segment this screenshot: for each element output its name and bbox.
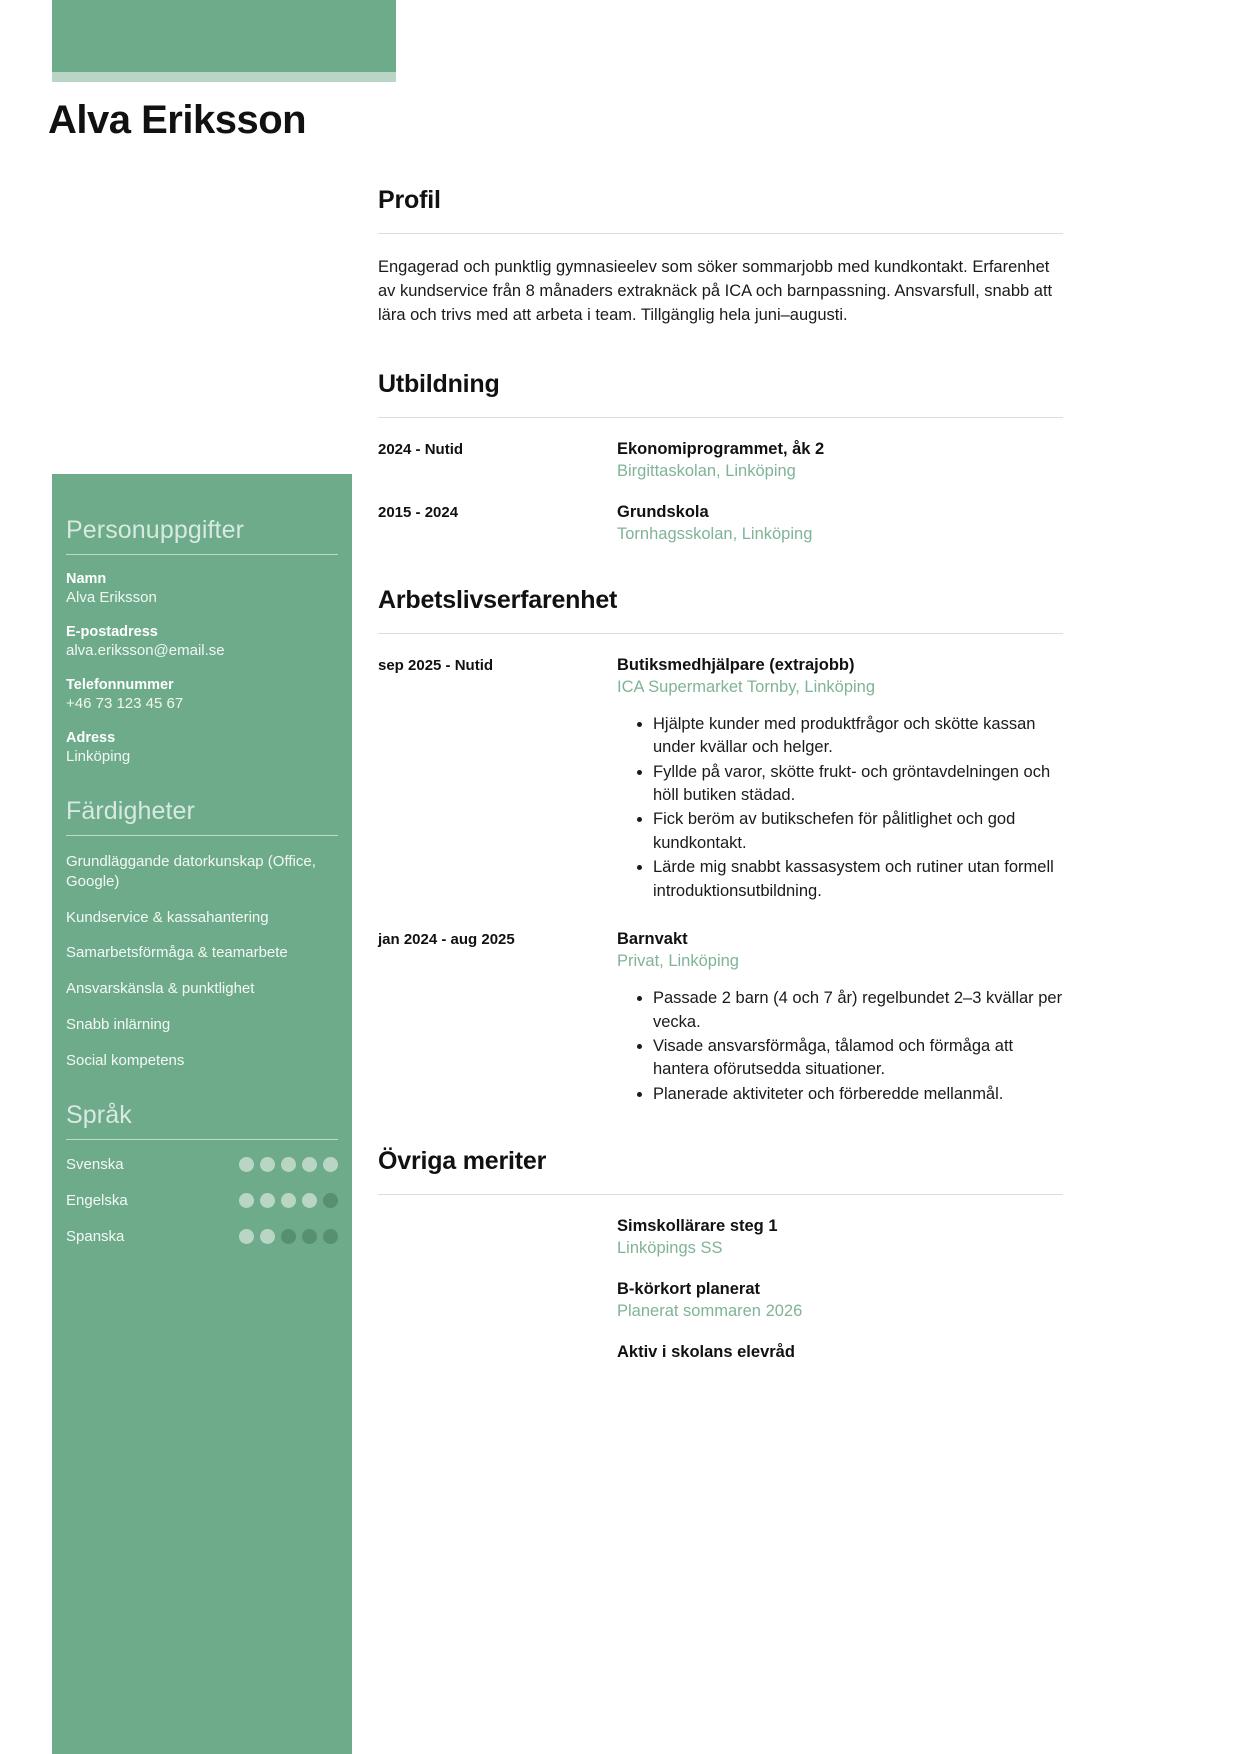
level-dot-filled: [302, 1193, 317, 1208]
bullet-item: • Lärde mig snabbt kassasystem och rutiner utan formell introduktionsutbildning.: [653, 856, 1063, 903]
sidebar-heading-skills: Färdigheter: [66, 797, 195, 825]
contact-item-name: [66, 571, 338, 606]
entry-title: Barnvakt: [617, 930, 688, 949]
language-level-dots: [239, 1229, 338, 1244]
section-heading-profile: Profil: [378, 186, 441, 214]
language-row: [66, 1228, 338, 1245]
level-dot-filled: [281, 1193, 296, 1208]
entry-date: 2015 - 2024: [378, 503, 459, 521]
divider: [378, 417, 1063, 418]
sidebar-section-skills: [66, 783, 338, 1071]
sidebar-section-languages: [66, 1087, 338, 1245]
bullet-item: • Fyllde på varor, skötte frukt- och gröntavdelningen och höll butiken städad.: [653, 761, 1063, 808]
divider: [378, 233, 1063, 234]
header-accent-underline: [52, 72, 396, 82]
page-title: Alva Eriksson: [48, 98, 307, 142]
entry-title: B-körkort planerat: [617, 1280, 761, 1299]
spacer: [378, 1343, 617, 1362]
level-dot-empty: [323, 1193, 338, 1208]
merit-entry: [378, 1217, 1063, 1258]
level-dot-filled: [239, 1193, 254, 1208]
level-dot-filled: [239, 1157, 254, 1172]
section-education: [378, 370, 1063, 544]
entry-subtitle: Planerat sommaren 2026: [617, 1302, 803, 1321]
level-dot-filled: [302, 1157, 317, 1172]
sidebar-section-personal: [66, 502, 338, 765]
main-content: [378, 186, 1063, 1362]
section-heading-education: Utbildning: [378, 369, 500, 398]
bullet-item: • Hjälpte kunder med produktfrågor och skötte kassan under kvällar och helger.: [653, 713, 1063, 760]
entry-title: Aktiv i skolans elevråd: [617, 1343, 795, 1362]
entry-body: [617, 1217, 1063, 1258]
language-level-dots: [239, 1157, 338, 1172]
contact-item-address: [66, 730, 338, 765]
profile-text: Engagerad och punktlig gymnasieelev som söker sommarjobb med kundkontakt. Erfarenhet av kundservice från 8 månaders extraknäck på ICA och barnpassning. Ansvarsfull, snabb att lära och trivs med att arbeta i team. Tillgänglig hela juni–augusti.: [378, 258, 1053, 324]
contact-label: Namn: [66, 571, 107, 587]
divider: [378, 1194, 1063, 1195]
divider: [378, 633, 1063, 634]
section-profile: [378, 186, 1063, 328]
entry-body: [617, 1343, 1063, 1362]
bullet-item: • Passade 2 barn (4 och 7 år) regelbundet 2–3 kvällar per vecka.: [653, 987, 1063, 1034]
section-other-merits: [378, 1147, 1063, 1362]
level-dot-filled: [281, 1157, 296, 1172]
contact-value: alva.eriksson@email.se: [66, 642, 225, 659]
skill-item: Samarbetsförmåga & teamarbete: [66, 944, 288, 962]
entry-subtitle: ICA Supermarket Tornby, Linköping: [617, 677, 876, 696]
entry-title: Simskollärare steg 1: [617, 1217, 778, 1236]
bullet-item: • Planerade aktiviteter och förberedde mellanmål.: [653, 1083, 1063, 1106]
education-entry: [378, 440, 1063, 481]
entry-date: jan 2024 - aug 2025: [378, 931, 515, 949]
sidebar-heading-personal: Personuppgifter: [66, 516, 245, 544]
contact-value: Linköping: [66, 748, 131, 765]
contact-item-email: [66, 624, 338, 659]
sidebar: [52, 474, 352, 1754]
entry-body: [617, 656, 1063, 904]
merit-entry: [378, 1280, 1063, 1321]
merit-entry: [378, 1343, 1063, 1362]
entry-bullets: [617, 713, 1063, 903]
divider: [66, 1139, 338, 1140]
entry-body: [617, 1280, 1063, 1321]
experience-entry: [378, 930, 1063, 1107]
skill-item: Snabb inlärning: [66, 1015, 171, 1033]
entry-body: [617, 503, 1063, 544]
entry-body: [617, 440, 1063, 481]
entry-subtitle: Privat, Linköping: [617, 952, 739, 971]
language-name: Spanska: [66, 1227, 125, 1245]
bullet-item: • Fick beröm av butikschefen för pålitlighet och god kundkontakt.: [653, 808, 1063, 855]
contact-label: E-postadress: [66, 624, 158, 640]
entry-date: sep 2025 - Nutid: [378, 656, 494, 674]
entry-title: Ekonomiprogrammet, åk 2: [617, 439, 825, 458]
language-name: Svenska: [66, 1155, 124, 1173]
experience-entry: [378, 656, 1063, 904]
spacer: [378, 1280, 617, 1321]
divider: [66, 554, 338, 555]
education-entry: [378, 503, 1063, 544]
entry-subtitle: Tornhagsskolan, Linköping: [617, 524, 813, 543]
skill-item: Kundservice & kassahantering: [66, 908, 269, 926]
section-heading-experience: Arbetslivserfarenhet: [378, 585, 618, 614]
header-accent-block: [52, 0, 396, 72]
entry-date: 2024 - Nutid: [378, 440, 464, 458]
entry-title: Butiksmedhjälpare (extrajobb): [617, 655, 855, 674]
contact-value: +46 73 123 45 67: [66, 695, 184, 712]
contact-item-phone: [66, 677, 338, 712]
level-dot-filled: [239, 1229, 254, 1244]
language-level-dots: [239, 1193, 338, 1208]
skill-item: Ansvarskänsla & punktlighet: [66, 980, 255, 998]
contact-label: Adress: [66, 730, 116, 746]
spacer: [378, 1217, 617, 1258]
level-dot-filled: [323, 1157, 338, 1172]
language-row: [66, 1156, 338, 1173]
section-experience: [378, 586, 1063, 1107]
bullet-item: • Visade ansvarsförmåga, tålamod och förmåga att hantera oförutsedda situationer.: [653, 1035, 1063, 1082]
level-dot-filled: [260, 1229, 275, 1244]
entry-subtitle: Birgittaskolan, Linköping: [617, 461, 796, 480]
contact-label: Telefonnummer: [66, 677, 174, 693]
language-row: [66, 1192, 338, 1209]
level-dot-empty: [323, 1229, 338, 1244]
sidebar-heading-languages: Språk: [66, 1100, 132, 1129]
contact-value: Alva Eriksson: [66, 589, 157, 606]
divider: [66, 835, 338, 836]
level-dot-empty: [302, 1229, 317, 1244]
entry-bullets: [617, 987, 1063, 1106]
level-dot-filled: [260, 1193, 275, 1208]
entry-title: Grundskola: [617, 502, 709, 521]
level-dot-empty: [281, 1229, 296, 1244]
level-dot-filled: [260, 1157, 275, 1172]
entry-subtitle: Linköpings SS: [617, 1239, 723, 1258]
skill-item: Grundläggande datorkunskap (Office, Google): [66, 853, 316, 890]
section-heading-other-merits: Övriga meriter: [378, 1147, 547, 1176]
skill-item: Social kompetens: [66, 1051, 185, 1069]
entry-body: [617, 930, 1063, 1107]
language-name: Engelska: [66, 1191, 128, 1209]
